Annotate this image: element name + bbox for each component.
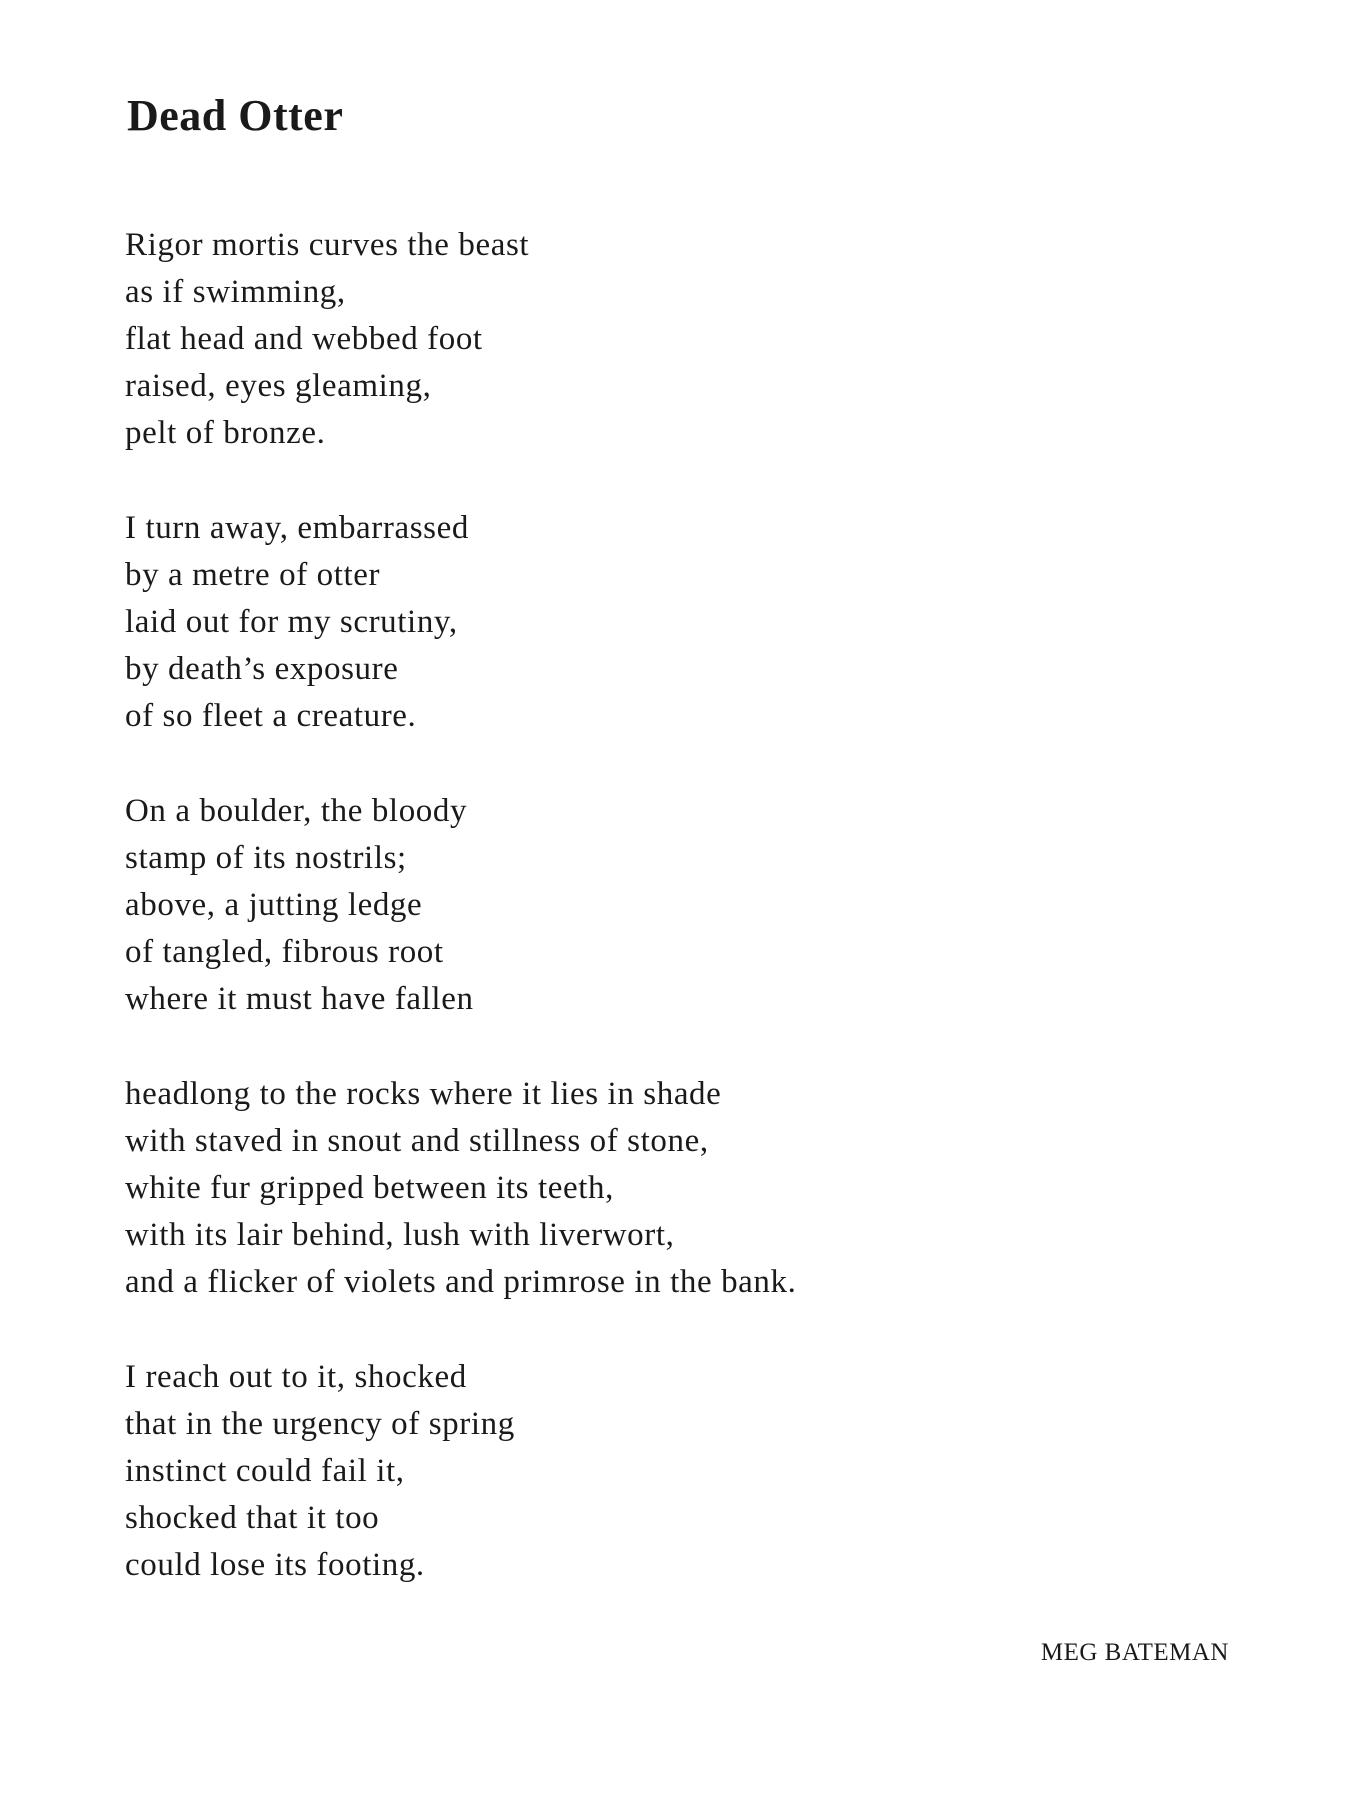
poem-line: of tangled, fibrous root <box>125 934 444 970</box>
poem-line: could lose its footing. <box>125 1547 425 1583</box>
stanza-3 <box>125 788 1225 1023</box>
poem-line: shocked that it too <box>125 1500 380 1536</box>
poem-line: Rigor mortis curves the beast <box>125 227 530 263</box>
poem-line: I turn away, embarrassed <box>125 510 469 546</box>
poem-line: headlong to the rocks where it lies in shade <box>125 1076 722 1112</box>
poem-line: laid out for my scrutiny, <box>125 604 458 640</box>
poem-line: of so fleet a creature. <box>125 698 417 734</box>
poem-line: raised, eyes gleaming, <box>125 368 432 404</box>
poem-line: that in the urgency of spring <box>125 1406 515 1442</box>
author-name: MEG BATEMAN <box>1040 1639 1229 1666</box>
poem-line: white fur gripped between its teeth, <box>125 1170 614 1206</box>
poem-line: above, a jutting ledge <box>125 887 423 923</box>
poem-body <box>125 222 1225 1637</box>
stanza-4 <box>125 1071 1225 1306</box>
poem-line: pelt of bronze. <box>125 415 326 451</box>
poem-line: I reach out to it, shocked <box>125 1359 467 1395</box>
poem-line: as if swimming, <box>125 274 346 310</box>
poem-title: Dead Otter <box>127 91 344 140</box>
stanza-1 <box>125 222 1225 457</box>
poem-line: where it must have fallen <box>125 981 474 1017</box>
stanza-5 <box>125 1354 1225 1589</box>
poem-line: with its lair behind, lush with liverwort, <box>125 1217 675 1253</box>
poem-line: by death’s exposure <box>125 651 399 687</box>
poem-line: with staved in snout and stillness of stone, <box>125 1123 709 1159</box>
poem-line: and a flicker of violets and primrose in the bank. <box>125 1264 797 1300</box>
poem-line: On a boulder, the bloody <box>125 793 468 829</box>
poem-line: flat head and webbed foot <box>125 321 483 357</box>
poem-line: by a metre of otter <box>125 557 381 593</box>
stanza-2 <box>125 505 1225 740</box>
poem-line: instinct could fail it, <box>125 1453 405 1489</box>
poem-line: stamp of its nostrils; <box>125 840 407 876</box>
